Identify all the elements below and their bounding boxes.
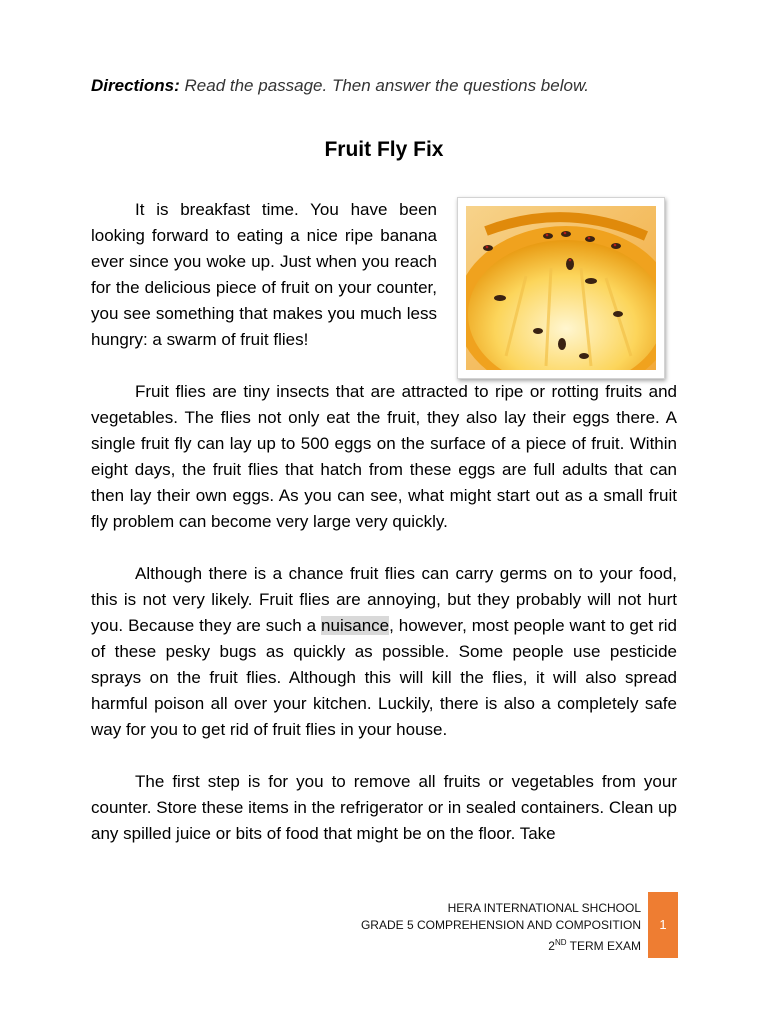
directions-text: Read the passage. Then answer the questions below. <box>179 76 590 95</box>
paragraph-4: The first step is for you to remove all fruits or vegetables from your counter. Store these items in the refrigerator or in sealed containers. Clean up any spilled juice or bits of food that might be on the floor. Take <box>91 772 677 843</box>
page-footer <box>361 900 641 955</box>
footer-term-sup: ND <box>554 938 567 947</box>
footer-course: GRADE 5 COMPREHENSION AND COMPOSITION <box>360 918 641 932</box>
passage-continued <box>91 379 677 847</box>
footer-term <box>361 934 641 955</box>
paragraph-3-text-a: Although there is a chance fruit flies can carry germs on to your food, this is not very likely. Fruit flies are annoying, but they probably will not hurt you. Because they are such a <box>91 564 677 635</box>
highlighted-word: nuisance <box>321 616 390 635</box>
directions-label: Directions: <box>91 76 180 95</box>
paragraph-3-text-b: , however, most people want to get rid of these pesky bugs as quickly as possible. Some people use pesticide sprays on the fruit flies. Although this will kill the flies, it will also spread harmful poison all over your kitchen. Luckily, there is also a completely safe way for you to get rid of fruit flies in your house. <box>91 616 678 739</box>
paragraph-1: It is breakfast time. You have been looking forward to eating a nice ripe banana ever since you woke up. Just when you reach for the delicious piece of fruit on your counter, you see something that makes you much less hungry: a swarm of fruit flies! <box>91 200 437 349</box>
passage-top <box>91 197 677 353</box>
directions-line <box>91 76 589 96</box>
paragraph-3 <box>91 561 677 743</box>
passage-title: Fruit Fly Fix <box>324 138 444 161</box>
footer-school: HERA INTERNATIONAL SHCHOOL <box>447 901 641 915</box>
page-number-badge <box>648 892 678 958</box>
footer-term-num: 2 <box>548 939 555 953</box>
page-number: 1 <box>659 917 667 932</box>
paragraph-2-text: Fruit flies are tiny insects that are attracted to ripe or rotting fruits and vegetables. The flies not only eat the fruit, they also lay their eggs there. A single fruit fly can lay up to 500 eggs on the surface of a piece of fruit. Within eight days, the fruit flies that hatch from these eggs are full adults that can then lay their own eggs. As you can see, what might start out as a small fruit fly problem can become very large very quickly. <box>91 382 677 531</box>
paragraph-2 <box>91 379 677 535</box>
footer-term-rest: TERM EXAM <box>566 939 641 953</box>
